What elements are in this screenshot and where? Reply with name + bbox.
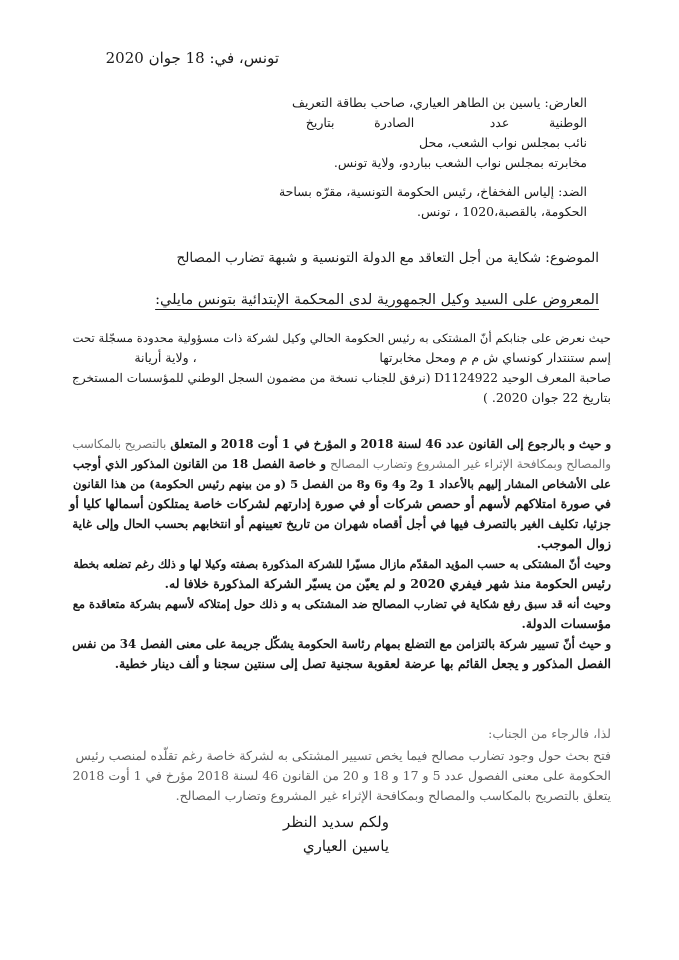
paragraph-company [67,328,611,408]
claimant-line: مخابرته بمجلس نواب الشعب بباردو، ولاية تونس. [333,155,587,170]
paragraph-line: على الأشخاص المشار إليهم بالأعداد 1 و2 و4 و6 و8 من الفصل 5 (و من بينهم رئيس الحكومة) من هذا القانون [73,477,611,491]
request-block [67,746,611,806]
defendant-line: الحكومة، بالقصبة،1020 ، تونس. [416,204,587,219]
request-line: يتعلق بالتصريح بالمكاسب والمصالح وبمكافحة الإثراء غير المشروع وتضارب المصالح. [175,788,611,803]
letter-date: تونس، في: 18 جوان 2020 [105,49,279,67]
paragraph-line: في صورة امتلاكهم لأسهم أو حصص شركات أو في صورة إدارتهم لشركات خاصة يمتلكون أسمالها كليا أو [69,496,611,511]
paragraph-legal-basis [67,434,611,674]
claimant-line: العارض: ياسين بن الطاهر العياري، صاحب بطاقة التعريف [292,95,587,110]
paragraph-line: إسم ستنتدار كونساي ش م م ومحل مخابرتها ، ولاية أريانة [134,350,611,365]
claimant-line: نائب بمجلس نواب الشعب، محل [419,135,587,150]
paragraph-line: مؤسسات الدولة. [521,616,611,631]
paragraph-line: الفصل المذكور و يجعل القائم بها عرضة لعقوبة سجنية تصل إلى سنتين سجنا و ألف دينار خطية. [114,656,611,671]
letter-addressee: المعروض على السيد وكيل الجمهورية لدى المحكمة الإبتدائية بتونس مايلي: [155,292,599,308]
signature-name: ياسين العياري [302,837,389,855]
request-line: الحكومة على معنى الفصول عدد 5 و 17 و 18 و 20 من القانون 46 لسنة 2018 مؤرخ في 1 أوت 2018 [72,768,611,783]
paragraph-line: والمصالح وبمكافحة الإثراء غير المشروع وتضارب المصالح و خاصة الفصل 18 من القانون المذكور الذي أوجب [72,457,611,471]
request-line: فتح بحث حول وجود تضارب مصالح فيما يخص تسيير المشتكى به لشركة خاصة رغم تقلّده لمنصب رئيس [75,748,611,763]
paragraph-line: وحيث أنه قد سبق رفع شكاية في تضارب المصالح ضد المشتكى به و ذلك حول إمتلاكه لأسهم بشركة متعاقدة مع [72,597,611,611]
paragraph-line: وحيث أنّ المشتكى به حسب المؤيد المقدّم مازال مسيّرا للشركة المذكورة بصفته وكيلا لها و ذلك رغم تضلعه بخطة [73,557,611,571]
paragraph-line: و حيث أنّ تسيير شركة بالتزامن مع التضلع بمهام رئاسة الحكومة يشكّل جريمة على معنى الفصل 34 من نفس [72,637,611,651]
paragraph-line: رئيس الحكومة منذ شهر فيفري 2020 و لم يعيّن من يسيّر الشركة المذكورة خلافا له. [164,576,611,591]
defendant-line: الضد: إلياس الفخفاخ، رئيس الحكومة التونسية، مقرّه بساحة [278,184,587,199]
defendant-block [77,182,587,222]
claimant-block [77,93,587,173]
grey-text-fragment: والمصالح وبمكافحة الإثراء غير المشروع وتضارب المصالح [330,457,611,471]
paragraph-line: زوال الموجب. [536,536,611,551]
paragraph-line: حيث نعرض على جنابكم أنّ المشتكى به رئيس الحكومة الحالي وكيل لشركة ذات مسؤولية محدودة مسجّلة تحت [72,331,611,345]
letter-subject: الموضوع: شكاية من أجل التعاقد مع الدولة التونسية و شبهة تضارب المصالح [176,250,599,266]
paragraph-line: صاحبة المعرف الوحيد D1124922 (نرفق للجناب نسخة من مضمون السجل الوطني للمؤسسات المستخرج [72,371,611,385]
paragraph-line: جزئيا، تكليف الغير بالتصرف فيها في أجل أقصاه شهران من تاريخ تعيينهم أو انتخابهم بحسب الحال وإلى غاية [72,517,611,531]
paragraph-line: و حيث و بالرجوع إلى القانون عدد 46 لسنة 2018 و المؤرخ في 1 أوت 2018 و المتعلق بالتصريح بالمكاسب [72,437,611,451]
closing-greeting: ولكم سديد النظر [283,813,389,831]
paragraph-line: بتاريخ 22 جوان 2020. ) [483,390,611,405]
grey-text-fragment: بالتصريح بالمكاسب [72,437,167,451]
claimant-line: الوطنية عدد الصادرة بتاريخ [305,115,587,130]
request-label: لذا، فالرجاء من الجناب: [488,726,611,741]
